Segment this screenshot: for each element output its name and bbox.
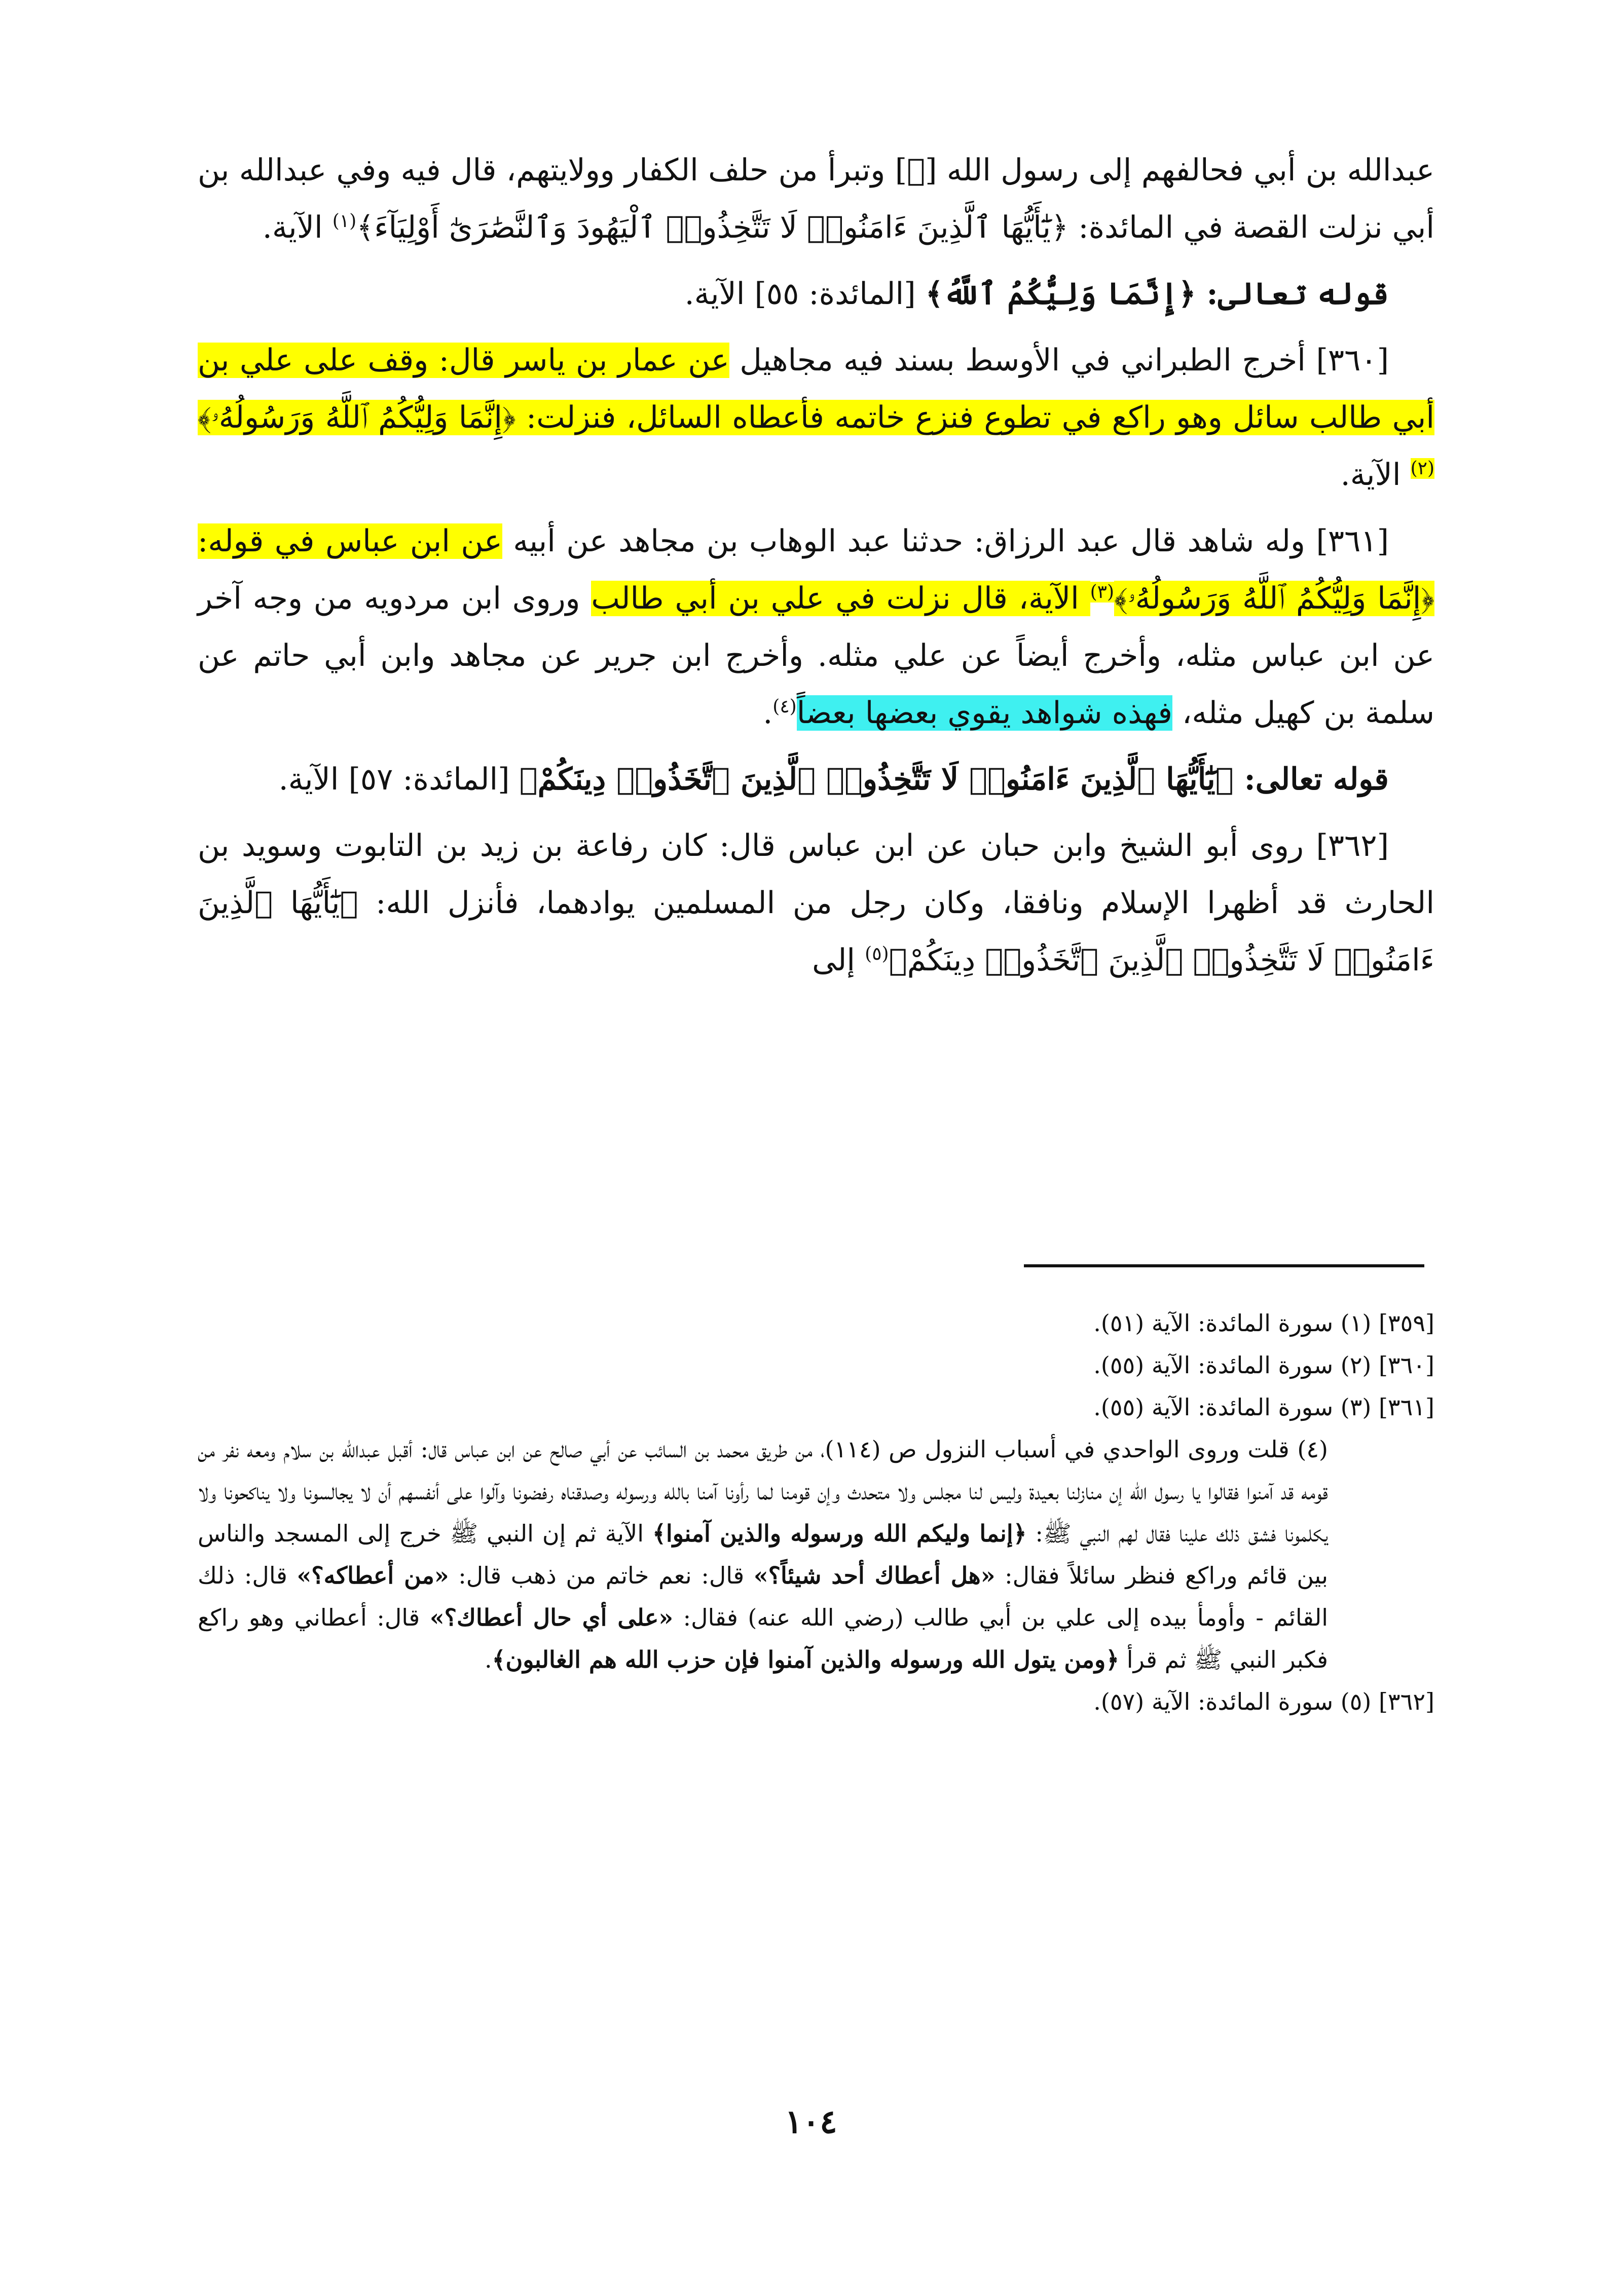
narration-361	[198, 513, 1434, 742]
footnote-quote: ﴿ومن يتول الله ورسوله والذين آمنوا فإن حزب الله هم الغالبون﴾	[492, 1646, 1120, 1673]
verse-reference: [المائدة: ٥٥] الآية.	[684, 276, 926, 312]
paragraph-text: وروى ابن مردويه من وجه آخر عن ابن عباس مثله، وأخرج أيضاً عن علي مثله. وأخرج ابن جرير عن مجاهد وابن أبي حاتم عن سلمة بن كهيل مثله،	[198, 581, 1434, 731]
verse-quote: ﴿يَٰٓأَيُّهَا ٱلَّذِينَ ءَامَنُوا۟ لَا تَتَّخِذُوا۟ ٱلَّذِينَ ٱتَّخَذُوا۟ دِينَكُمْ﴾	[519, 762, 1234, 797]
paragraph-text: [٣٦٠] أخرج الطبراني في الأوسط بسند فيه مجاهيل	[729, 343, 1389, 378]
footnote-text: (٤) قلت وروى الواحدي في أسباب النزول ص (١١٤)، من طريق محمد بن السائب عن	[618, 1436, 1328, 1463]
footnote-text: قال: ذلك القائم - وأومأ بيده إلى علي بن أبي طالب (رضي الله عنه) فقال:	[198, 1562, 1328, 1631]
footnote-quote: «من أعطاكه؟»	[297, 1562, 449, 1589]
verse-heading-2	[198, 751, 1434, 808]
verse-reference: [المائدة: ٥٧] الآية.	[278, 762, 520, 797]
footnote-ref: (٣)	[1090, 582, 1115, 603]
footnote-quote: «على أي حال أعطاك؟»	[429, 1604, 674, 1631]
narration-362	[198, 817, 1434, 989]
yellow-highlight: عن عمار بن ياسر قال: وقف على علي بن أبي طالب سائل وهو راكع في تطوع فنزع خاتمه فأعطاه السائل، فنزلت: ﴿إِنَّمَا وَلِيُّكُمُ ٱللَّهُ وَرَسُولُهُۥ﴾	[198, 343, 1434, 435]
paragraph-text: [٣٦١] وله شاهد قال عبد الرزاق: حدثنا عبد الوهاب بن مجاهد عن أبيه	[502, 523, 1389, 559]
footnote-4	[198, 1428, 1434, 1681]
paragraph-text: الآية.	[262, 210, 333, 245]
footnote-text: أبي صالح عن ابن عباس قال: أقبل عبدالله بن سلام ومعه نفر من قومه قد آمنوا فقالوا يا رسول الله إن منازلنا بعيدة وليس لنا مجلس ولا متحدث وإن قومنا لما رأونا آمنا بالله ورسوله وصدقناه رفضونا وآلوا على أنفسهم أن لا يجالسونا ولا يناكحونا ولا يكلمونا فشق ذلك علينا فقال لهم النبي ﷺ:	[198, 1436, 1328, 1547]
paragraph-text: إلى	[812, 943, 865, 978]
footnote-quote: «هل أعطاك أحد شيئاً؟»	[753, 1562, 996, 1589]
paragraph-text: الآية.	[1340, 457, 1411, 493]
narration-360	[198, 332, 1434, 504]
verse-heading-1	[198, 266, 1434, 323]
paragraph-text: .	[763, 695, 773, 731]
yellow-highlight: عن ابن عباس في قوله: ﴿إِنَّمَا وَلِيُّكُمُ ٱللَّهُ وَرَسُولُهُۥ﴾	[198, 523, 1435, 616]
footnote-text: قال: نعم خاتم من ذهب قال:	[449, 1562, 754, 1589]
verse-quote: ﴿إِنَّمَا وَلِيُّكُمُ ٱللَّهُ﴾	[925, 276, 1196, 312]
footnote-ref: (٢)	[1410, 458, 1434, 479]
footnote-quote: ﴿إنما وليكم الله ورسوله والذين آمنوا﴾	[652, 1520, 1027, 1547]
footnote-separator	[1024, 1264, 1424, 1267]
paragraph-continuation	[198, 142, 1434, 256]
yellow-highlight: الآية، قال نزلت في علي بن أبي طالب	[591, 581, 1090, 616]
main-text	[198, 142, 1434, 998]
footnote-2: [٣٦٠] (٢) سورة المائدة: الآية (٥٥).	[1093, 1351, 1434, 1379]
heading-label: قوله تعالى:	[1233, 762, 1389, 797]
footnote-ref: (٤)	[772, 696, 797, 717]
footnote-text: الآية ثم إن النبي ﷺ خرج إلى المسجد والناس بين قائم وراكع فنظر سائلاً فقال:	[198, 1520, 1329, 1589]
footnote-5: [٣٦٢] (٥) سورة المائدة: الآية (٥٧).	[1093, 1688, 1434, 1715]
paragraph-text: [٣٦٢] روى أبو الشيخ وابن حبان عن ابن عباس قال: كان رفاعة بن زيد بن التابوت وسويد بن الحارث قد أظهرا الإسلام ونافقا، وكان رجل من المسلمين يوادهما، فأنزل الله: ﴿يَٰٓأَيُّهَا ٱلَّذِينَ ءَامَنُوا۟ لَا تَتَّخِذُوا۟ ٱلَّذِينَ ٱتَّخَذُوا۟ دِينَكُمْ﴾	[198, 828, 1434, 978]
page-number: ١٠٤	[785, 2103, 837, 2141]
footnotes	[198, 1302, 1434, 1723]
cyan-highlight: فهذه شواهد يقوي بعضها بعضاً	[796, 695, 1172, 731]
paragraph-text: عبدالله بن أبي فحالفهم إلى رسول الله [ﷺ] وتبرأ من حلف الكفار وولايتهم، قال فيه وفي عبدالله بن أبي نزلت القصة في المائدة: ﴿يَٰٓأَيُّهَا ٱلَّذِينَ ءَامَنُوا۟ لَا تَتَّخِذُوا۟ ٱلْيَهُودَ وَٱلنَّصَٰرَىٰٓ أَوْلِيَآءَ﴾	[198, 153, 1434, 245]
footnote-text: .	[484, 1646, 492, 1673]
footnote-3: [٣٦١] (٣) سورة المائدة: الآية (٥٥).	[1093, 1394, 1434, 1421]
heading-label: قوله تعالى:	[1196, 276, 1389, 312]
footnote-ref: (١)	[332, 211, 357, 232]
footnote-text: قال: أعطاني وهو راكع فكبر النبي ﷺ ثم قرأ	[198, 1604, 1328, 1673]
footnote-1: [٣٥٩] (١) سورة المائدة: الآية (٥١).	[1093, 1309, 1434, 1337]
footnote-ref: (٥)	[865, 944, 889, 964]
